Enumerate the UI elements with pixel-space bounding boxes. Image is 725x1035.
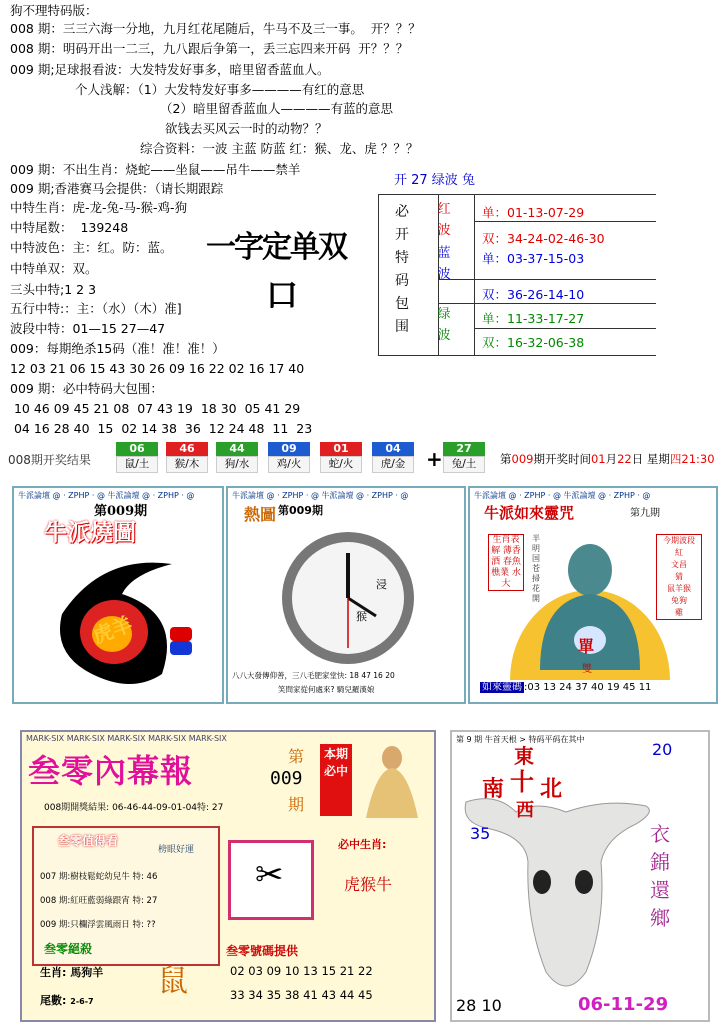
issue-b: 期 xyxy=(288,795,305,814)
tip-line: 009 期：必中特码大包围： xyxy=(10,381,163,396)
result-ball: 44 狗/水 xyxy=(216,442,258,473)
compass-west: 南 xyxy=(482,777,505,802)
seat-char: 雙 xyxy=(582,664,592,675)
clock-word: 猴 xyxy=(356,610,367,623)
special-ball: 27 兔/土 xyxy=(443,442,485,473)
compass-east: 北 xyxy=(540,777,563,802)
left-verse: 生肖表解 薄香酒 春魚 樵業 水大 xyxy=(488,534,524,591)
must-label: 必中生肖: xyxy=(338,838,387,851)
compass-south: 西 xyxy=(516,800,534,821)
result-ball: 46 猴/木 xyxy=(166,442,208,473)
compass-north: 東 xyxy=(514,744,534,768)
wave-row: 单：11-33-17-27 xyxy=(482,311,585,326)
riddle-line-6: 欲钱去买风云一时的动物？？ xyxy=(165,121,328,136)
wave-row: 双：36-26-14-10 xyxy=(482,287,585,302)
prev-result: 008期開獎結果: 06-46-44-09-01-04特: 27 xyxy=(44,803,224,813)
flame-text: 虎羊 xyxy=(89,611,136,649)
history-item: 007 期:樹枝鬆蛇幼兒牛 特: 46 xyxy=(40,872,158,882)
history-item: 009 期:只欄浮雲風雨日 特: ?? xyxy=(40,920,156,930)
must-zodiac: 虎猴牛 xyxy=(344,875,393,894)
riddle-line-7: 综合资料：一波 主蓝 防蓝 红：猴、龙、虎 ？？？ xyxy=(140,141,419,156)
history-sub: 榜眼好運 xyxy=(158,845,195,855)
panel3-title: 牛派如來靈咒 xyxy=(484,504,575,522)
skull-panel xyxy=(450,730,710,1022)
panel2-issue: 第009期 xyxy=(278,504,323,517)
clock-word: 浸 xyxy=(376,578,387,591)
kill-big: 鼠 xyxy=(158,964,188,999)
wave-box-title: 开 27 绿波 兔 xyxy=(378,167,656,195)
insider-news-panel: MARK-SIX MARK-SIX MARK-SIX MARK-SIX MARK-SIX 叁零內幕報 第 009 期 本期必中 008期開獎結果: 06-46-44-09-01-04特: 27 叁零值得看 榜眼好運 007 期:樹枝鬆蛇幼兒牛 特: 46 008 期:紅旺藍弱綠跟宵 特: 27 009 期:只欄浮雲風雨日 特: ?? ✂ 必中生肖: 虎猴牛 叁零絕殺 生肖: 馬狗羊 尾數: 2-6-7 鼠 叁零號碼提供 02 03 09 10 13 15 21 22 33 34 35 38 41 43 44 45 xyxy=(20,730,436,1022)
plus-sign: + xyxy=(426,447,443,471)
tip-line: 009 期：不出生肖：烧蛇——坐鼠——吊牛——禁羊 xyxy=(10,162,301,177)
big-slogan: 一字定单双 xyxy=(206,230,346,265)
page-title: 狗不理特码版： xyxy=(10,3,98,18)
kill-tail: 尾數: 2-6-7 xyxy=(40,994,94,1007)
clock-caption: 八八大發傳仰善，三八毛肥家堂快: 18 47 16 20 xyxy=(232,671,395,680)
big-slogan-sub: 口 xyxy=(266,276,299,314)
clock-graphic xyxy=(278,528,418,668)
results-bar xyxy=(0,440,725,476)
panel3-issue: 第九期 xyxy=(630,508,660,519)
skull-graphic xyxy=(456,772,666,1012)
tip-line: 10 46 09 45 21 08 07 43 19 18 30 05 41 29 xyxy=(10,401,301,416)
tip-line: 五行中特:：主：（水）（木）准] xyxy=(10,301,182,316)
burn-chart-panel: 牛派論壇 @ · ZPHP · @ 牛派論壇 @ · ZPHP · @ 第009期 牛派燒圖 虎羊 xyxy=(12,486,224,704)
tip-line: 中特波色：主：红。防：蓝。 xyxy=(10,240,173,255)
buddha-panel: 牛派論壇 @ · ZPHP · @ 牛派論壇 @ · ZPHP · @ 牛派如來靈咒 第九期 生肖表解 薄香酒 春魚 樵業 水大 今期波段 紅 文昌 猜 鼠羊猴 兔狗 雞 半明国苍掃花開 單 雙 如來靈碼 :03 13 24 37 40 19 45 11 xyxy=(468,486,718,704)
tip-line: 中特单双：双。 xyxy=(10,261,98,276)
result-ball: 04 虎/金 xyxy=(372,442,414,473)
guanyin-graphic xyxy=(356,738,428,818)
right-verse: 今期波段 紅 文昌 猜 鼠羊猴 兔狗 雞 xyxy=(656,534,702,620)
history-item: 008 期:紅旺藍弱綠跟宵 特: 27 xyxy=(40,896,158,906)
numbers-row: 02 03 09 10 13 15 21 22 xyxy=(230,964,373,978)
scissors-icon: ✂ xyxy=(255,855,284,895)
blue-wave-label: 蓝 波 xyxy=(437,246,451,282)
kill-zodiac: 生肖: 馬狗羊 xyxy=(40,966,104,979)
must-win-tag: 本期必中 xyxy=(320,744,352,816)
tip-line: 009 期;香港赛马会提供：（请长期跟踪 xyxy=(10,181,224,196)
numbers-row: 33 34 35 38 41 43 44 45 xyxy=(230,988,373,1002)
scissors-box xyxy=(228,840,314,920)
skull-bl: 28 10 xyxy=(456,996,502,1015)
result-ball: 09 鸡/火 xyxy=(268,442,310,473)
panel4-title: 叁零內幕報 xyxy=(28,752,194,790)
panel2-title: 熱圖 xyxy=(244,505,277,524)
issue-a: 第 xyxy=(288,747,305,766)
buddha-numbers: 如來靈碼 :03 13 24 37 40 19 45 11 xyxy=(482,682,652,693)
riddle-line-5: （2）暗里留香蓝血人————有蓝的意思 xyxy=(160,101,393,116)
tip-line: 04 16 28 40 15 02 14 38 36 12 24 48 11 23 xyxy=(10,421,313,436)
history-label: 叁零值得看 xyxy=(58,834,119,848)
numbers-label: 叁零號碼提供 xyxy=(226,944,299,958)
result-ball: 01 蛇/火 xyxy=(320,442,362,473)
wave-box-side: 必 开 特 码 包 围 xyxy=(395,204,409,335)
riddle-line-1: 008 期：三三六海一分地，九月红花尾随后，牛马不及三一事。 开？？？ xyxy=(10,21,421,36)
tip-line: 009：每期绝杀15码（准！准！准！） xyxy=(10,341,225,356)
green-wave-label: 绿 波 xyxy=(437,307,451,343)
clock-panel: 牛派論壇 @ · ZPHP · @ 牛派論壇 @ · ZPHP · @ 熱圖 第009期 浸 猴 八八大發傳仰善，三八毛肥家堂快: 18 47 16 20 笑問家從何處來? 騎兒羅漢娘 xyxy=(226,486,466,704)
tip-line: 波段中特：01—15 27—47 xyxy=(10,321,166,336)
tip-line: 三头中特;1 2 3 xyxy=(10,282,97,297)
results-label: 008期开奖结果 xyxy=(8,453,91,467)
riddle-line-2: 008 期：明码开出一二三，九八跟后争第一，丢三忘四来开码 开？？？ xyxy=(10,41,409,56)
red-wave-label: 红 波 xyxy=(437,202,451,238)
tip-line: 中特生肖：虎-龙-兔-马-猴-鸡-狗 xyxy=(10,200,188,215)
skull-n35: 35 xyxy=(470,824,491,843)
wave-row: 单：01-13-07-29 xyxy=(482,205,585,220)
riddle-line-4: 个人浅解：（1）大发特发好事多————有红的意思 xyxy=(75,82,365,97)
tip-line: 12 03 21 06 15 43 30 26 09 16 22 02 16 17 40 xyxy=(10,361,305,376)
skull-top: 第 9 期 牛首天根 > 特码平码在其中 xyxy=(456,735,585,744)
wave-box xyxy=(378,167,656,355)
wave-row: 单：03-37-15-03 xyxy=(482,251,585,266)
issue-num: 009 xyxy=(270,768,303,789)
skull-n20: 20 xyxy=(652,740,673,759)
chest-char: 單 xyxy=(578,637,595,656)
compass-center: 十 xyxy=(510,768,534,796)
result-ball: 06 鼠/土 xyxy=(116,442,158,473)
wave-row: 双：34-24-02-46-30 xyxy=(482,231,605,246)
riddle-line-3: 009 期;足球报看波：大发特发好事多，暗里留香蓝血人。 xyxy=(10,62,330,77)
next-draw-time: 第009期开奖时间01月22日 星期四21:30 xyxy=(500,452,715,466)
tip-line: 中特尾数： 139248 xyxy=(10,220,129,235)
panel1-issue: 第009期 xyxy=(94,504,148,519)
wave-row: 双：16-32-06-38 xyxy=(482,335,585,350)
skull-br: 06-11-29 xyxy=(578,994,669,1015)
mid-verse: 半明国苍掃花開 xyxy=(532,534,540,603)
skull-side-text: 衣 錦 還 鄉 xyxy=(650,822,670,930)
clock-caption: 笑問家從何處來? 騎兒羅漢娘 xyxy=(278,685,375,694)
panel1-title: 牛派燒圖 xyxy=(44,519,136,546)
kill-label: 叁零絕殺 xyxy=(44,942,93,956)
